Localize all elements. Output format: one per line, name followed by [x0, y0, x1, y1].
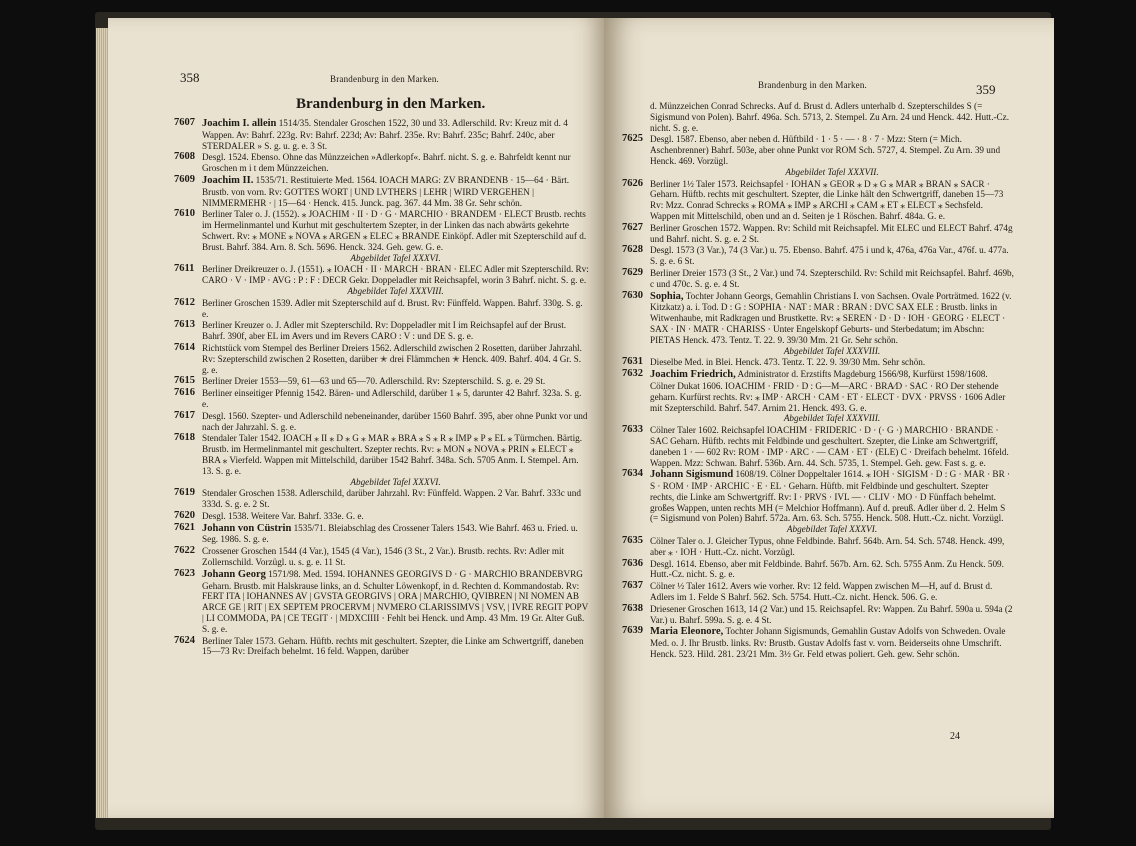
entry-number: 7619	[174, 487, 195, 499]
catalog-entry	[174, 488, 589, 510]
ruler-name: Johann von Cüstrin	[202, 522, 292, 534]
catalog-entry	[622, 357, 1014, 368]
entry-description: Cölner ½ Taler 1612. Avers wie vorher. Rv: 12 feld. Wappen zwischen M—H, auf d. Brust d. Adlers im 1. Felde S Bahrf. 562. Sch. 5754. Hutt.-Cz. nicht. Henck. 506. G. e.	[650, 581, 993, 603]
plate-reference: Abgebildet Tafel XXXVI.	[350, 476, 441, 487]
catalog-entry	[174, 523, 589, 546]
entry-description: Berliner einseitiger Pfennig 1542. Bären- und Adlerschild, darüber 1 ⁎ 5, darunter 42 Bahrf. 323a. S. g. e.	[202, 388, 582, 409]
catalog-entry	[174, 320, 589, 342]
entry-description: Berliner Dreier 1553—59, 61—63 und 65—70. Adlerschild. Rv: Szepterschild. S. g. e. 29 St.	[202, 376, 546, 387]
entry-description: 1535/71. Restituierte Med. 1564. IOACH MARG: ZV BRANDENB · 15—64 · Bärt. Brustb. von vorn. Rv: GOTTES WORT | UND LVTHERS | LEHR | WIRD VERGEHEN | NIMMERMEHR · | 15—64 · Henck. 415. Junck. pag. 367. 44 Mm. 38 Gr. Sehr schön.	[202, 174, 570, 208]
catalog-entry	[622, 291, 1014, 357]
entry-number: 7607	[174, 117, 195, 128]
catalog-entry	[174, 376, 589, 387]
ruler-name: Johann Sigismund	[650, 469, 734, 481]
entry-number: 7633	[622, 424, 643, 436]
plate-reference: Abgebildet Tafel XXXVII.	[785, 166, 879, 177]
section-title: Brandenburg in den Marken.	[296, 96, 486, 112]
entry-description: Desgl. 1524. Ebenso. Ohne das Münzzeichen »Adlerkopf«. Bahrf. nicht. S. g. e. Bahrfeldt kennt nur Groschen m i t dem Münzzeichen.	[202, 152, 571, 174]
catalog-entry	[174, 411, 589, 433]
entry-number: 7627	[622, 221, 643, 233]
entry-description: Berliner Groschen 1572. Wappen. Rv: Schild mit Reichsapfel. Mit ELEC und ELECT Bahrf. 474g und Bahrf. nicht. S. g. e. 2 St.	[650, 222, 1013, 244]
entry-number: 7620	[174, 509, 195, 521]
entry-number: 7638	[622, 602, 643, 614]
entry-number: 7628	[622, 244, 643, 256]
catalog-entry	[622, 134, 1014, 177]
plate-reference: Abgebildet Tafel XXXVIII.	[783, 413, 881, 424]
entry-description: 1535/71. Bleiabschlag des Crossener Talers 1543. Wie Bahrf. 463 u. Fried. u. Seg. 1986. S. g. e.	[202, 522, 578, 545]
ruler-name: Maria Eleonore,	[650, 626, 724, 638]
entry-description: Stendaler Groschen 1538. Adlerschild, darüber Jahrzahl. Rv: Fünffeld. Wappen. 2 Var. Bahrf. 333c und 333d. S. g. e. 2 St.	[202, 488, 581, 510]
entry-description: Berliner Kreuzer o. J. Adler mit Szepterschild. Rv: Doppeladler mit I im Reichsapfel auf der Brust. Bahrf. 390f, aber EL im Avers und im Revers CARO : V : und DE S. g. e.	[202, 320, 567, 342]
entry-description: Cölner Taler 1602. Reichsapfel IOACHIM · FRIDERIC · D · (· G ·) MARCHIO · BRANDE · SAC Geharn. Hüftb. rechts mit Feldbinde und geschultert. Szepter, die Linke am Schwertgriff, daneben 1 · — 602 Rv: ROM · IMP · ARC · — CAM · ET · (ELE) C · Dreifach behelmt. 16feld. Wappen. Mzz: Schwan. Bahrf. 536b. Arn. 44. Sch. 5735, 1. Stempel. Geh. gew. Fast s. g. e.	[650, 425, 1009, 468]
entry-description: 1571/98. Med. 1594. IOHANNES GEORGIVS D · G · MARCHIO BRANDEBVRG Geharn. Brustb. mit Halskrause links, an d. Schulter Löwenkopf, in d. Rechten d. Kommandostab. Rv: FERT ITA | IOHANNES AV | GVSTA GEORGIVS | ORA | MARCHIO, QVIBREN | NI NOMEN AB ARCE GE | RIT | EX SEPTEM PROCERVM | NVMERO CLARISSIMVS | VSV, | IVRE REGIT POPV | LI COMMODA, PA | CE TEGIT · | MDXCIIII · Fehlt bei Henck. und Amp. 43 Mm. 19 Gr. Alter Guß. S. g. e.	[202, 568, 589, 634]
entry-description: Desgl. 1614. Ebenso, aber mit Feldbinde. Bahrf. 567b. Arn. 62. Sch. 5755 Anm. Zu Henck. 509. Hutt.-Cz. nicht. S. g. e.	[650, 558, 1004, 580]
entry-number: 7639	[622, 625, 643, 637]
entry-number: 7636	[622, 557, 643, 569]
entry-description: Tochter Johann Sigismunds, Gemahlin Gustav Adolfs von Schweden. Ovale Med. o. J. Ihr Brustb. links. Rv: Brustb. Gustav Adolfs fast v. vorn. Beiderseits ohne Umschrift. Henck. 523. Hild. 281. 23/21 Mm. 3½ Gr. Feld etwas poliert. Geh. gew. Sehr schön.	[650, 626, 1006, 660]
catalog-entry	[622, 101, 1014, 133]
ruler-name: Joachim Friedrich,	[650, 369, 736, 381]
running-head-right: Brandenburg in den Marken.	[758, 80, 868, 90]
entry-description: Stendaler Taler 1542. IOACH ⁎ II ⁎ D ⁎ G ⁎ MAR ⁎ BRA ⁎ S ⁎ R ⁎ IMP ⁎ P ⁎ EL ⁎ Türmchen. Bärtig. Brustb. im Hermelinmantel mit geschultert. Szepter rechts. Rv: ⁎ MON ⁎ NOVA ⁎ PRIN ⁎ ELECT ⁎ BRA ⁎ Vierfeld. Wappen mit Mittelschild, darüber 1542 Bahrf. 348a. Sch. 5705 Anm. I. Stempel. Arn. 13. S. g. e.	[202, 433, 583, 476]
entry-number: 7631	[622, 356, 643, 368]
catalog-entry	[174, 298, 589, 320]
entry-description: Tochter Johann Georgs, Gemahlin Christians I. von Sachsen. Ovale Porträtmed. 1622 (v. Kitzkatz) a. i. Tod. D : G : SOPHIA · NAT : MAR : BRAN : DVC SAX ELE : Brustb. links in Witwenhaube, mit Radkragen und Brustkette. Rv: ⁎ SEREN · D · D · IOH · GEORG · ELECT · SAX · IN · MATR · CHARISS · Unter Engelskopf Geburts- und Sterbedatum; im Abschn: PIETAS Henck. 473. Tentz. T. 22. 9. 39/30 Mm. 21 Gr. Sehr schön.	[650, 290, 1012, 345]
catalog-entry	[622, 559, 1014, 581]
ruler-name: Johann Georg	[202, 568, 266, 580]
entry-number: 7634	[622, 468, 643, 480]
entry-number: 7623	[174, 567, 195, 579]
entry-number: 7618	[174, 432, 195, 444]
right-entries	[622, 101, 1014, 661]
entry-description: d. Münzzeichen Conrad Schrecks. Auf d. Brust d. Adlers unterhalb d. Szepterschildes S (= Sigismund von Polen). Bahrf. 496a. Sch. 5713, 2. Stempel. Zu Arn. 24 und Henck. 442. Hutt.-Cz. nicht. S. g. e.	[650, 101, 1010, 133]
entry-description: Desgl. 1587. Ebenso, aber neben d. Hüftbild · 1 · 5 · — · 8 · 7 · Mzz: Stern (= Mich. Aschenbrenner) Bahrf. 503e, aber ohne Punkt vor ROM Sch. 5727, 4. Stempel. Zu Arn. 39 und Henck. 469. Vorzügl.	[650, 134, 1001, 166]
entry-description: Richtstück vom Stempel des Berliner Dreiers 1562. Adlerschild zwischen 2 Rosetten, darüber Jahrzahl. Rv: Szepterschild zwischen 2 Rosetten, darüber ✭ drei Flämmchen ✭ Henck. 409. Bahrf. 404. 4 Gr. S. g. e.	[202, 342, 582, 375]
entry-number: 7613	[174, 319, 195, 331]
entry-number: 7608	[174, 151, 195, 163]
catalog-entry	[174, 118, 589, 151]
catalog-entry	[622, 245, 1014, 267]
catalog-entry	[174, 264, 589, 296]
entry-description: Berliner Taler o. J. (1552). ⁎ JOACHIM · II · D · G · MARCHIO · BRANDEM · ELECT Brustb. rechts im Hermelinmantel und Kurhut mit geschultertem Szepter, in der Linken das nach abwärts gekehrte Schwert. Rv: ⁎ MONE ⁎ NOVA ⁎ ARGEN ⁎ ELEC ⁎ BRANDE Einköpf. Adler mit Szepterschild auf d. Brust. Bahrf. 384. Arn. 8. Sch. 5696. Henck. 324. Geh. gew. G. e.	[202, 209, 587, 252]
catalog-entry	[622, 369, 1014, 424]
entry-description: Dieselbe Med. in Blei. Henck. 473. Tentz. T. 22. 9. 39/30 Mm. Sehr schön.	[650, 357, 926, 368]
right-page	[604, 18, 1054, 818]
entry-description: Berliner 1½ Taler 1573. Reichsapfel · IOHAN ⁎ GEOR ⁎ D ⁎ G ⁎ MAR ⁎ BRAN ⁎ SACR · Geharn. Hüftb. rechts mit geschultert. Szepter, die Linke hält den Schwertgriff, daneben 15—73 Rv: Mzz. Conrad Schrecks ⁎ ROMA ⁎ IMP ⁎ ARCHI ⁎ CAM ⁎ ET ⁎ ELECT ⁎ Sechsfeld. Wappen mit Mittelschild, oben und an d. Seiten je 1 Röschen. Bahrf. 484a. G. e.	[650, 178, 1004, 221]
entry-number: 7635	[622, 535, 643, 547]
entry-number: 7624	[174, 634, 195, 646]
catalog-entry	[622, 425, 1014, 468]
entry-number: 7609	[174, 173, 195, 185]
entry-description: Desgl. 1538. Weitere Var. Bahrf. 333e. G. e.	[202, 510, 364, 521]
plate-reference: Abgebildet Tafel XXXVIII.	[783, 345, 881, 356]
catalog-entry	[622, 179, 1014, 222]
left-entries	[174, 118, 589, 658]
entry-description: Desgl. 1560. Szepter- und Adlerschild nebeneinander, darüber 1560 Bahrf. 395, aber ohne Punkt vor und nach der Jahrzahl. S. g. e.	[202, 410, 588, 432]
entry-number: 7614	[174, 341, 195, 353]
catalog-entry	[174, 175, 589, 208]
entry-number: 7617	[174, 409, 195, 421]
page-number-right: 359	[976, 82, 996, 97]
catalog-entry	[174, 433, 589, 487]
left-page	[108, 18, 604, 818]
entry-description: Crossener Groschen 1544 (4 Var.), 1545 (4 Var.), 1546 (3 St., 2 Var.). Brustb. rechts. Rv: Adler mit Zollernschild. Vorzügl. u. s. g. e. 11 St.	[202, 546, 565, 568]
signature-mark: 24	[950, 731, 960, 742]
entry-description: Berliner Dreikreuzer o. J. (1551). ⁎ IOACH · II · MARCH · BRAN · ELEC Adler mit Szepterschild. Rv: CARO · V · IMP · AVG : P : F : DECR Gekr. Doppeladler mit Reichsapfel, worin 3 Bahrf. nicht. S. g. e.	[202, 264, 589, 286]
catalog-entry	[174, 152, 589, 174]
catalog-entry	[174, 388, 589, 410]
entry-number: 7632	[622, 368, 643, 380]
entry-description: Administrator d. Erzstifts Magdeburg 1566/98, Kurfürst 1598/1608. Cölner Dukat 1606. IOACHIM · FRID · D : G—M—ARC · BRA⁄D · SAC · RO Der stehende geharn. Kurfürst rechts. Rv: ⁎ IMP · ARCH · CAM · ET · ELECT · DVX · PRVSS · 1606 Adler mit Szepterschild. Bahrf. 547. Arnim 21. Henck. 493. G. e.	[650, 369, 1006, 413]
entry-description: Berliner Groschen 1539. Adler mit Szepterschild auf d. Brust. Rv: Fünffeld. Wappen. Bahrf. 330g. S. g. e.	[202, 297, 583, 319]
entry-description: 1514/35. Stendaler Groschen 1522, 30 und 33. Adlerschild. Rv: Kreuz mit d. 4 Wappen. Av: Bahrf. 223g. Rv: Bahrf. 223d; Av: Bahrf. 235e. Rv: Bahrf. 235c; Bahrf. 240c, aber STERDALER » S. g. u. g. e. 3 St.	[202, 118, 568, 151]
plate-reference: Abgebildet Tafel XXXVIII.	[347, 285, 444, 296]
ruler-name: Sophia,	[650, 290, 684, 302]
entry-number: 7626	[622, 177, 643, 189]
entry-number: 7629	[622, 266, 643, 278]
ruler-name: Joachim II.	[202, 174, 254, 186]
entry-number: 7611	[174, 263, 195, 275]
catalog-entry	[622, 268, 1014, 290]
plate-reference: Abgebildet Tafel XXXVI.	[786, 524, 878, 535]
catalog-entry	[622, 626, 1014, 659]
entry-description: Berliner Dreier 1573 (3 St., 2 Var.) und 74. Szepterschild. Rv: Schild mit Reichsapfel. Bahrf. 469b, c und 470c. S. g. e. 4 St.	[650, 267, 1014, 289]
entry-description: Driesener Groschen 1613, 14 (2 Var.) und 15. Reichsapfel. Rv: Wappen. Zu Bahrf. 590a u. 594a (2 Var.) u. Bahrf. 599a. S. g. e. 4 St.	[650, 603, 1013, 625]
catalog-entry	[174, 209, 589, 263]
entry-number: 7625	[622, 133, 643, 145]
entry-number: 7621	[174, 521, 195, 533]
catalog-entry	[622, 536, 1014, 558]
catalog-entry	[174, 569, 589, 635]
entry-number: 7616	[174, 387, 195, 399]
catalog-entry	[174, 511, 589, 522]
catalog-entry	[622, 223, 1014, 245]
catalog-entry	[622, 469, 1014, 535]
entry-number: 7622	[174, 545, 195, 557]
entry-number: 7630	[622, 289, 643, 301]
entry-number: 7610	[174, 208, 195, 220]
entry-number: 7615	[174, 375, 195, 387]
catalog-entry	[174, 546, 589, 568]
catalog-entry	[174, 636, 589, 658]
catalog-entry	[622, 604, 1014, 626]
plate-reference: Abgebildet Tafel XXXVI.	[350, 252, 441, 263]
entry-number: 7637	[622, 580, 643, 592]
entry-description: 1608/19. Cölner Doppeltaler 1614. ⁎ IOH · SIGISM · D : G · MAR · BR · S · ROM · IMP · ARCHIC · E · EL · Geharn. Hüftb. mit Feldbinde und geschultert. Szepter rechts, die Linke am Schwertgriff. Rv: I · PRVS · IVL — · CLIV · MO · D Fünffach behelmt. großes Wappen, unten rechts MH (= Melchior Hoffmann). Auf d. preuß. Adler über d. 2. Helm S (= Sigismund von Polen) Bahrf. 572a. Arn. 63. Sch. 5755. Henck. 508. Hutt.-Cz. nicht. Vorzügl.	[650, 469, 1011, 524]
entry-number: 7612	[174, 296, 195, 308]
entry-description: Berliner Taler 1573. Geharn. Hüftb. rechts mit geschultert. Szepter, die Linke am Schwertgriff, daneben 15—73 Rv: Dreifach behelmt. 16 feld. Wappen, darüber	[202, 635, 584, 657]
page-number-left: 358	[180, 70, 200, 85]
catalog-entry	[622, 581, 1014, 603]
running-head-left: Brandenburg in den Marken.	[330, 74, 440, 84]
entry-description: Desgl. 1573 (3 Var.), 74 (3 Var.) u. 75. Ebenso. Bahrf. 475 i und k, 476a, 476a Var., 476f. u. 477a. S. g. e. 6 St.	[650, 245, 1009, 267]
entry-description: Cölner Taler o. J. Gleicher Typus, ohne Feldbinde. Bahrf. 564b. Arn. 54. Sch. 5748. Henck. 499, aber ⁎ · IOH · Hutt.-Cz. nicht. Vorzügl.	[650, 536, 1005, 557]
catalog-entry	[174, 343, 589, 375]
ruler-name: Joachim I. allein	[202, 118, 277, 129]
